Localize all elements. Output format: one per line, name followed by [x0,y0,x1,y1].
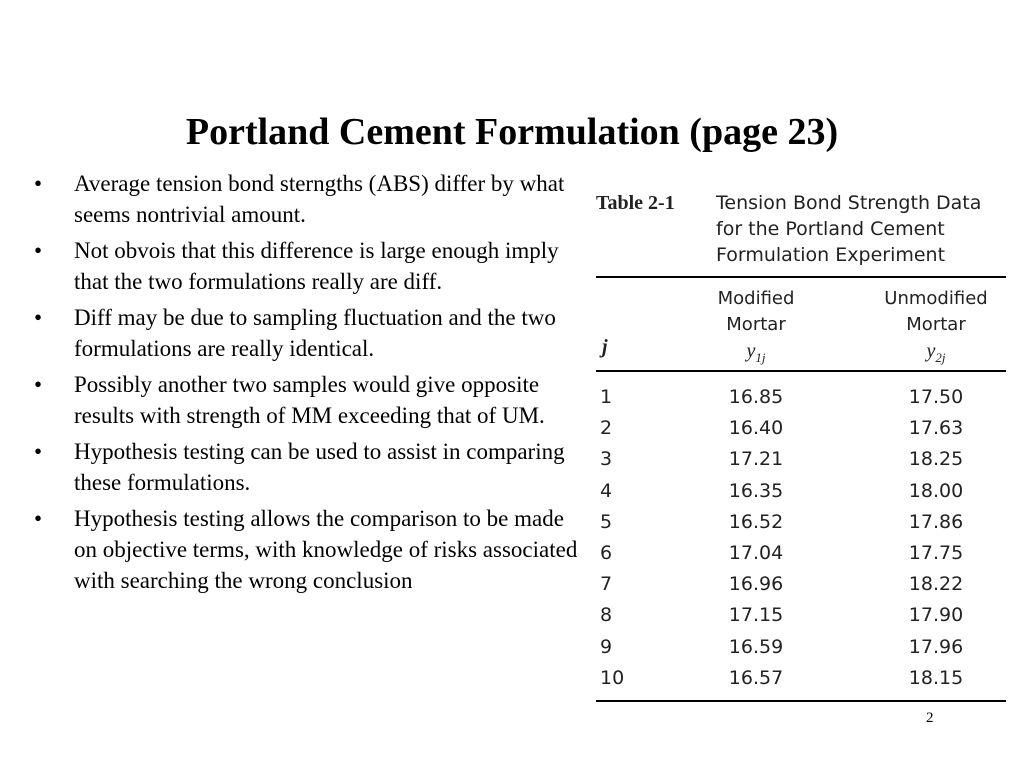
bullet-icon: • [34,305,43,330]
table-row [596,413,1006,444]
cell-unmodified: 17.75 [908,541,964,564]
cell-unmodified: 18.00 [908,479,964,502]
cell-unmodified: 18.15 [908,666,964,689]
table-row [596,476,1006,507]
symbol-y1j: $y_{1j}$ [746,340,766,365]
table-caption-text [716,190,1006,276]
cell-modified: 17.21 [728,448,784,471]
cell-unmodified: 18.25 [908,448,964,471]
table-caption [596,190,1006,276]
caption-line: Formulation Experiment [716,244,946,266]
cell-modified: 16.59 [728,635,784,658]
table-row [596,382,1006,413]
slide-title: Portland Cement Formulation (page 23) [185,111,839,153]
caption-line: for the Portland Cement [716,218,945,240]
bullet-item [30,168,590,230]
bullet-text: Diff may be due to sampling fluctuation and the two formulations are really identical. [74,305,556,361]
bullet-icon: • [34,238,43,263]
bullet-icon: • [34,506,43,531]
bullet-item [30,436,590,498]
table-row [596,444,1006,475]
bullet-text: Not obvois that this difference is large enough imply that the two formulations really are diff. [74,238,559,294]
bullet-icon: • [34,171,43,196]
header-line: Modified [717,288,795,309]
table-row [596,663,1006,694]
data-table [596,190,1006,702]
table-row [596,507,1006,538]
cell-modified: 16.85 [728,386,784,408]
cell-modified: 16.57 [728,666,784,689]
cell-unmodified: 18.22 [908,573,964,596]
bullet-item [30,302,590,364]
table-bottom-rule [596,700,1006,702]
cell-modified: 16.52 [728,510,784,533]
table-body [596,372,1006,700]
bullet-icon: • [34,439,43,464]
column-header-unmodified [866,286,1006,371]
bullet-item [30,369,590,431]
cell-unmodified: 17.96 [908,635,964,658]
table-label: Table 2-1 [596,192,675,214]
caption-line: Tension Bond Strength Data [716,192,982,214]
cell-unmodified: 17.90 [908,604,964,627]
bullet-text: Average tension bond sterngths (ABS) differ by what seems nontrivial amount. [74,171,565,227]
cell-unmodified: 17.86 [908,510,964,533]
bullet-item [30,235,590,297]
column-header-modified [686,286,826,371]
cell-modified: 17.04 [728,541,784,564]
cell-j: 9 [600,635,613,658]
cell-modified: 16.35 [728,479,784,502]
header-line: Mortar [726,314,786,335]
cell-j: 1 [600,386,613,408]
symbol-y2j: $y_{2j}$ [926,340,946,365]
cell-j: 10 [600,666,625,689]
bullet-text: Hypothesis testing can be used to assist in comparing these formulations. [74,439,565,495]
cell-j: 7 [600,573,613,596]
cell-j: 4 [600,479,613,502]
table-row [596,569,1006,600]
cell-modified: 16.96 [728,573,784,596]
cell-j: 8 [600,604,613,627]
cell-j: 2 [600,417,613,440]
table-row [596,600,1006,631]
bullet-list [30,168,590,601]
header-line: Mortar [906,314,966,335]
table-header [596,278,1006,370]
cell-j: 6 [600,541,613,564]
cell-modified: 17.15 [728,604,784,627]
column-header-j: j [602,336,608,358]
cell-unmodified: 17.63 [908,417,964,440]
cell-modified: 16.40 [728,417,784,440]
page-number: 2 [926,710,934,726]
bullet-text: Possibly another two samples would give opposite results with strength of MM exceeding that of UM. [74,372,545,428]
table-row [596,538,1006,569]
cell-unmodified: 17.50 [908,386,964,408]
header-line: Unmodified [884,288,988,309]
bullet-text: Hypothesis testing allows the comparison to be made on objective terms, with knowledge of risks associated with searching the wrong conclusion [74,506,578,593]
table-row [596,632,1006,663]
cell-j: 3 [600,448,613,471]
bullet-icon: • [34,372,43,397]
cell-j: 5 [600,510,613,533]
bullet-item [30,503,590,596]
